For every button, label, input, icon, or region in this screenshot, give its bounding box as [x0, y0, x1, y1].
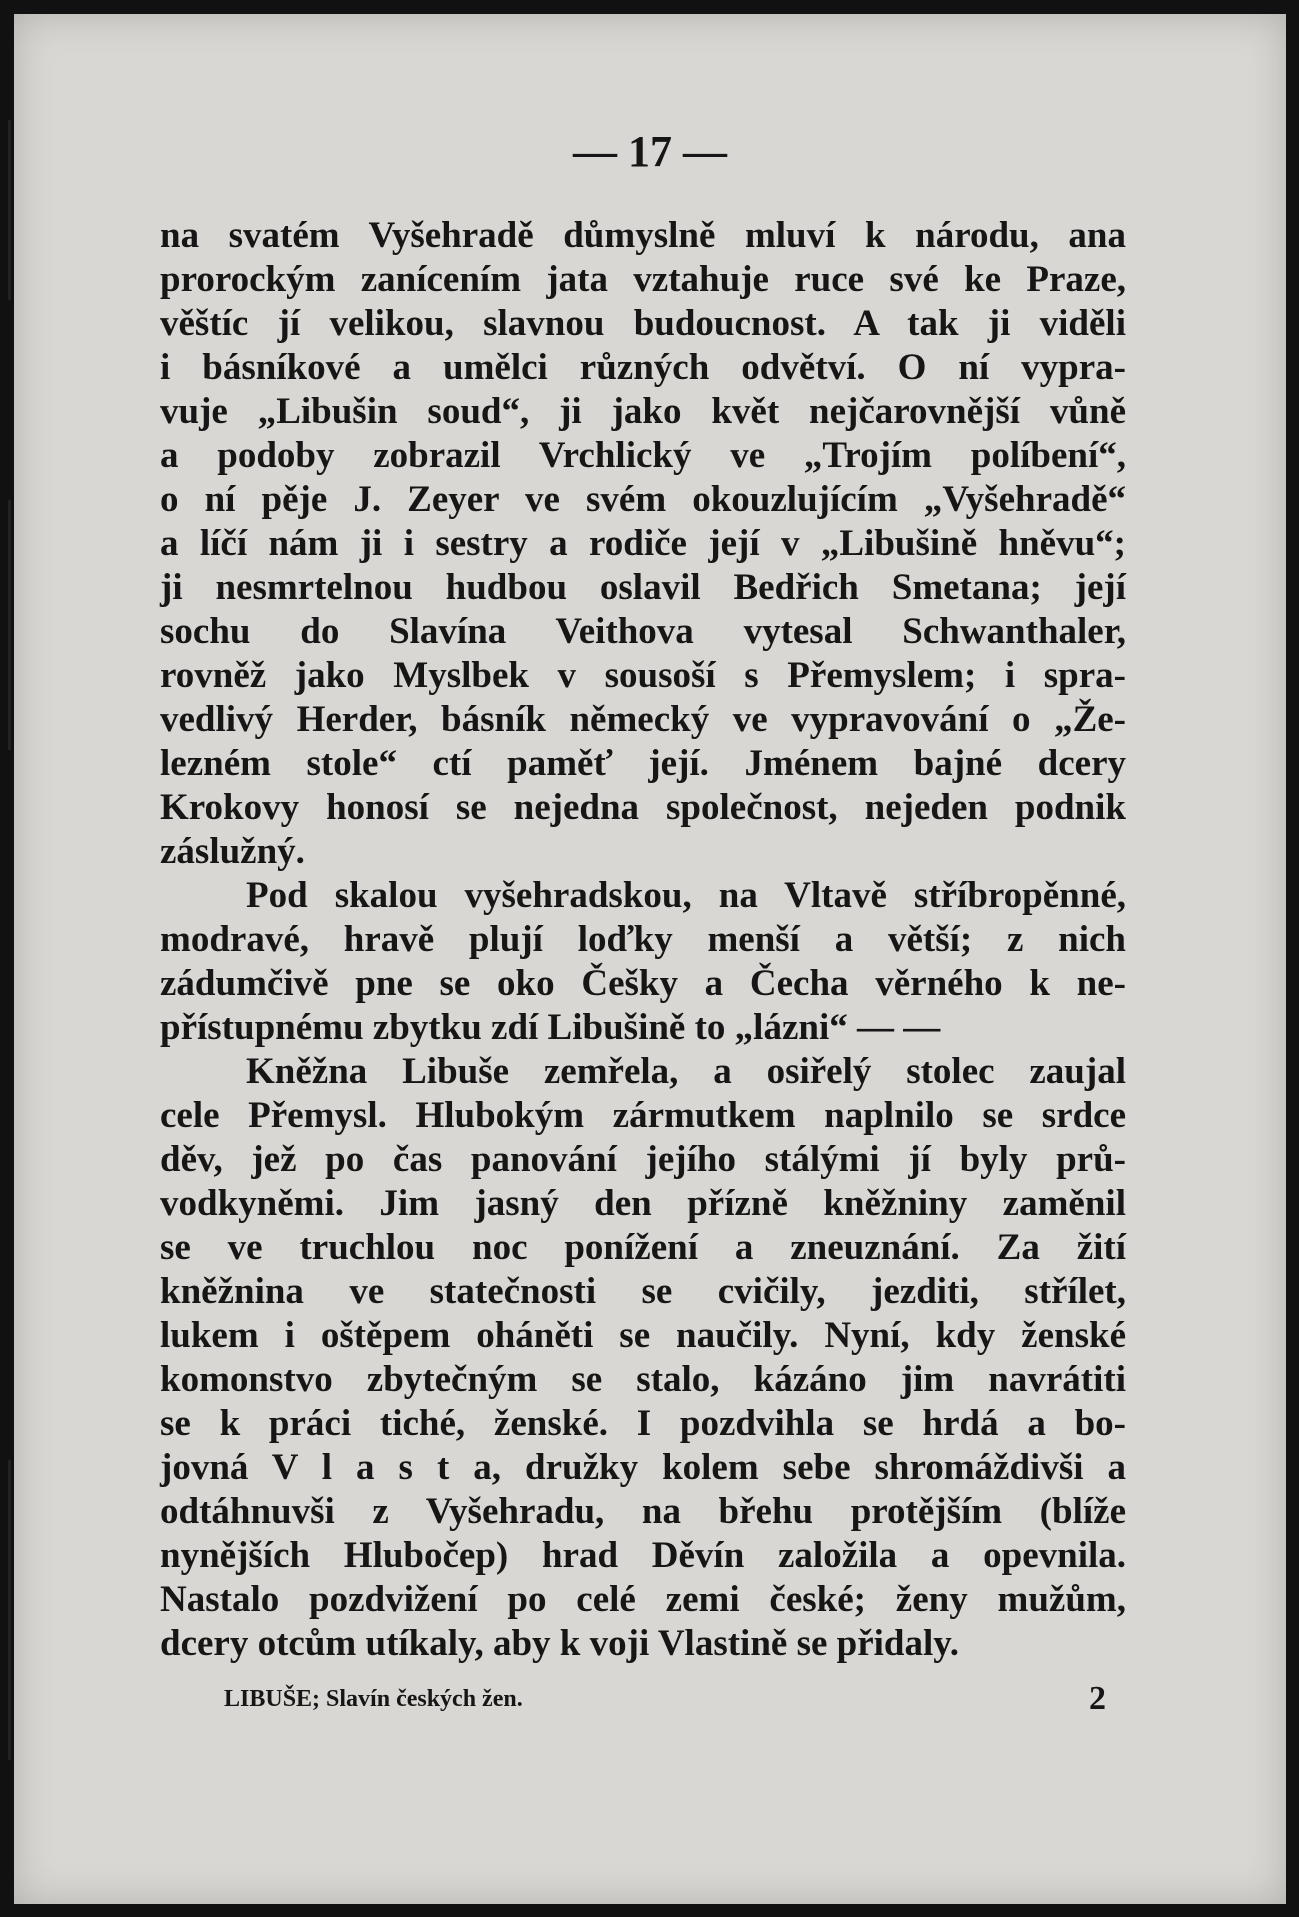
page-number: — 17 — — [573, 127, 727, 176]
text-line: vuje „Libušin soud“, ji jako květ nejčarovnější vůně — [160, 391, 1126, 432]
text-line: Pod skalou vyšehradskou, na Vltavě stříbropěnné, — [246, 875, 1126, 916]
text-line: ji nesmrtelnou hudbou oslavil Bedřich Smetana; její — [160, 567, 1126, 608]
text-line: prorockým zanícením jata vztahuje ruce své ke Praze, — [160, 259, 1126, 300]
text-line: kněžnina ve statečnosti se cvičily, jezditi, střílet, — [160, 1271, 1126, 1312]
text-line: cele Přemysl. Hlubokým zármutkem naplnilo se srdce — [160, 1095, 1126, 1136]
text-line: komonstvo zbytečným se stalo, kázáno jim navrátiti — [160, 1359, 1126, 1400]
text-line: vedlivý Herder, básník německý ve vypravování o „Že- — [160, 699, 1126, 740]
binding-edge — [8, 1460, 11, 1760]
text-line: přístupnému zbytku zdí Libušině to „lázni“ — — — [160, 1007, 941, 1048]
page-footer — [224, 1680, 1106, 1717]
text-line: lezném stole“ ctí paměť její. Jménem bajné dcery — [160, 743, 1126, 784]
text-line: Kněžna Libuše zemřela, a osiřelý stolec zaujal — [246, 1051, 1126, 1092]
sheet-number: 2 — [1089, 1680, 1106, 1717]
text-line: Krokovy honosí se nejedna společnost, nejeden podnik — [160, 787, 1126, 828]
body-text — [160, 214, 1126, 1666]
text-line: Nastalo pozdvižení po celé zemi české; ženy mužům, — [160, 1579, 1126, 1620]
text-line: se k práci tiché, ženské. I pozdvihla se hrdá a bo- — [160, 1403, 1126, 1444]
text-line: na svatém Vyšehradě důmyslně mluví k národu, ana — [160, 215, 1126, 256]
text-line: o ní pěje J. Zeyer ve svém okouzlujícím „Vyšehradě“ — [160, 479, 1126, 520]
text-line: děv, jež po čas panování jejího stálými jí byly prů- — [160, 1139, 1126, 1180]
book-page — [14, 14, 1286, 1904]
text-line: odtáhnuvši z Vyšehradu, na břehu protějším (blíže — [160, 1491, 1126, 1532]
binding-edge — [8, 500, 11, 750]
text-line: a podoby zobrazil Vrchlický ve „Trojím políbení“, — [160, 435, 1126, 476]
text-line: i básníkové a umělci různých odvětví. O ní vypra- — [160, 347, 1126, 388]
text-line: se ve truchlou noc ponížení a zneuznání. Za žití — [160, 1227, 1126, 1268]
text-line: sochu do Slavína Veithova vytesal Schwanthaler, — [160, 611, 1126, 652]
text-line: nynějších Hlubočep) hrad Děvín založila a opevnila. — [160, 1535, 1126, 1576]
text-line: a líčí nám ji i sestry a rodiče její v „Libušině hněvu“; — [160, 523, 1126, 564]
text-line: jovná V l a s t a, družky kolem sebe shromáždivši a — [160, 1447, 1126, 1488]
text-line: rovněž jako Myslbek v sousoší s Přemyslem; i spra- — [160, 655, 1126, 696]
signature-mark: LIBUŠE; Slavín českých žen. — [224, 1686, 523, 1712]
text-line: vodkyněmi. Jim jasný den přízně kněžniny zaměnil — [160, 1183, 1126, 1224]
text-line: věštíc jí velikou, slavnou budoucnost. A tak ji viděli — [160, 303, 1126, 344]
text-line: lukem i oštěpem oháněti se naučily. Nyní, kdy ženské — [160, 1315, 1126, 1356]
text-line: dcery otcům utíkaly, aby k voji Vlastině se přidaly. — [160, 1623, 959, 1664]
text-line: zádumčivě pne se oko Češky a Čecha věrného k ne- — [160, 963, 1126, 1004]
text-line: modravé, hravě plují loďky menší a větší; z nich — [160, 919, 1126, 960]
text-line: záslužný. — [160, 831, 305, 872]
binding-edge — [8, 120, 11, 300]
